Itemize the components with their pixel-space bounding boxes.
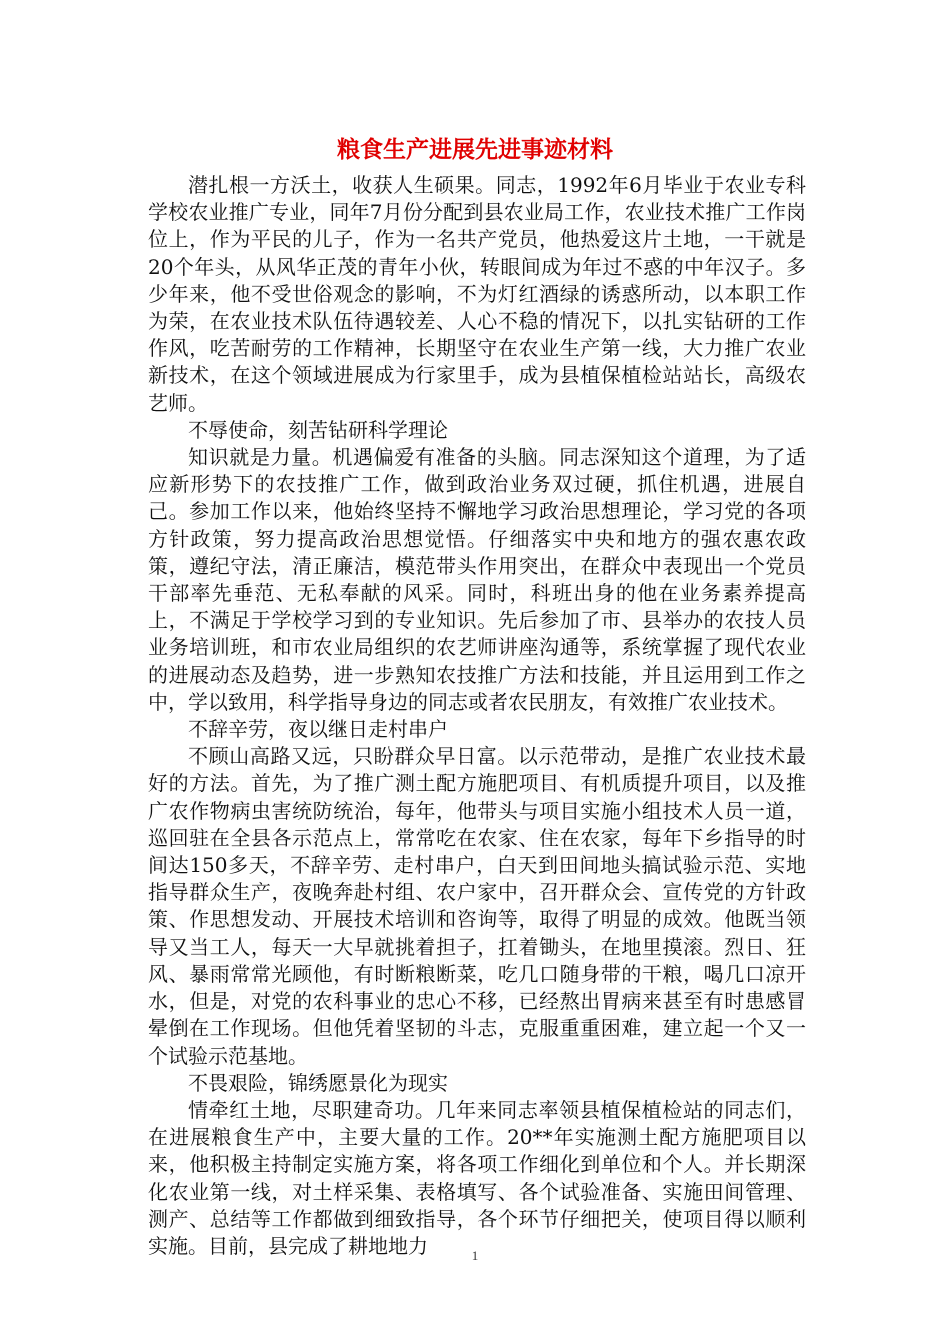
document-title: 粮食生产进展先进事迹材料 xyxy=(337,136,613,163)
page-number: 1 xyxy=(471,1248,479,1263)
paragraph-section-2: 不顾山高路又远，只盼群众早日富。以示范带动，是推广农业技术最好的方法。首先，为了推广测土配方施肥项目、有机质提升项目，以及推广农作物病虫害统防统治，每年，他带头与项目实施小组技术人员一道，巡回驻在全县各示范点上，常常吃在农家、住在农家，每年下乡指导的时间达150多天，不辞辛劳、走村串户，白天到田间地头搞试验示范、实地指导群众生产，夜晚奔赴村组、农户家中，召开群众会、宣传党的方针政策、作思想发动、开展技术培训和咨询等，取得了明显的成效。他既当领导又当工人，每天一大早就挑着担子，扛着锄头，在地里摸滚。烈日、狂风、暴雨常常光顾他，有时断粮断菜，吃几口随身带的干粮，喝几口凉开水，但是，对党的农科事业的忠心不移，已经熬出胃病来甚至有时患感冒晕倒在工作现场。但他凭着坚韧的斗志，克服重重困难，建立起一个又一个试验示范基地。 xyxy=(148,744,806,1068)
paragraph-section-3: 情牵红土地，尽职建奇功。几年来同志率领县植保植检站的同志们，在进展粮食生产中，主要大量的工作。20**年实施测土配方施肥项目以来，他积极主持制定实施方案，将各项工作细化到单位和个人。并长期深化农业第一线，对土样采集、表格填写、各个试验准备、实施田间管理、测产、总结等工作都做到细致指导，各个环节仔细把关，使项目得以顺利实施。目前，县完成了耕地地力 xyxy=(148,1097,806,1258)
paragraph-intro: 潜扎根一方沃土，收获人生硕果。同志，1992年6月毕业于农业专科学校农业推广专业，同年7月份分配到县农业局工作，农业技术推广工作岗位上，作为平民的儿子，作为一名共产党员，他热爱这片土地，一干就是20个年头，从风华正茂的青年小伙，转眼间成为年过不惑的中年汉子。多少年来，他不受世俗观念的影响，不为灯红酒绿的诱惑所动，以本职工作为荣，在农业技术队伍待遇较差、人心不稳的情况下，以扎实钻研的工作作风，吃苦耐劳的工作精神，长期坚守在农业生产第一线，大力推广农业新技术，在这个领域进展成为行家里手，成为县植保植检站站长，高级农艺师。 xyxy=(148,173,806,415)
section-heading-1: 不辱使命，刻苦钻研科学理论 xyxy=(188,417,448,442)
section-heading-2: 不辞辛劳，夜以继日走村串户 xyxy=(188,717,448,742)
document-body xyxy=(148,172,806,1260)
section-heading-3: 不畏艰险，锦绣愿景化为现实 xyxy=(188,1070,448,1095)
paragraph-section-1: 知识就是力量。机遇偏爱有准备的头脑。同志深知这个道理，为了适应新形势下的农技推广工作，做到政治业务双过硬，抓住机遇，进展自己。参加工作以来，他始终坚持不懈地学习政治思想理论，学习党的各项方针政策，努力提高政治思想觉悟。仔细落实中央和地方的强农惠农政策，遵纪守法，清正廉洁，模范带头作用突出，在群众中表现出一个党员干部率先垂范、无私奉献的风采。同时，科班出身的他在业务素养提高上，不满足于学校学习到的专业知识。先后参加了市、县举办的农技人员业务培训班，和市农业局组织的农艺师讲座沟通等，系统掌握了现代农业的进展动态及趋势，进一步熟知农技推广方法和技能，并且运用到工作之中，学以致用，科学指导身边的同志或者农民朋友，有效推广农业技术。 xyxy=(148,445,806,714)
